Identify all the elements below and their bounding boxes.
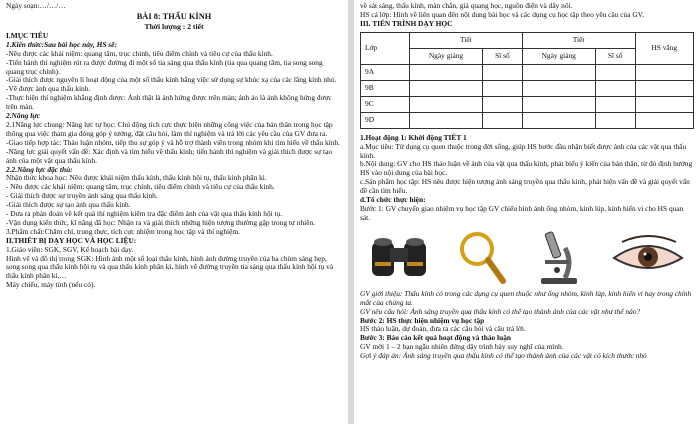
text-line: 1.Hoạt động 1: Khởi động TIẾT 1	[360, 132, 467, 142]
table-cell	[522, 64, 595, 80]
table-header-cell: Sĩ số	[595, 48, 635, 64]
text-line: -Vận dụng kiến thức, kĩ năng đã học: Nhận ra và giải thích những hiện tượng thường gặp trong tự nhiên.	[6, 217, 316, 227]
table-header-cell: Sĩ số	[482, 48, 522, 64]
binoculars-icon	[368, 232, 430, 282]
microscope-icon	[535, 228, 583, 286]
text-line: -Vẽ được ảnh qua thấu kính.	[6, 84, 91, 94]
table-cell	[522, 112, 595, 128]
magnifier-icon	[457, 229, 507, 285]
right-column	[360, 2, 694, 361]
table-cell	[410, 80, 483, 96]
text-line: -Thực hiện thí nghiệm khẳng định được: Ảnh thật là ảnh hứng được trên màn; ảnh ảo là ảnh không hứng được trên màn.	[6, 93, 332, 112]
table-row	[361, 96, 694, 112]
text-line: Bước 1: GV chuyển giao nhiệm vụ học tập GV chiếu hình ảnh ống nhòm, kính lúp, kính hiển vi cho HS quan sát.	[360, 203, 684, 222]
text-line: GV mời 1 – 2 bạn ngẫu nhiên đứng dậy trình bày suy nghĩ của mình.	[360, 342, 564, 352]
table-header-cell: Ngày giảng	[522, 48, 595, 64]
text-line: -Giao tiếp hợp tác: Thảo luận nhóm, tiếp thu sự góp ý và hỗ trợ thành viên trong nhóm khi tìm hiểu về thấu kính.	[6, 137, 340, 147]
eye-icon	[610, 232, 686, 282]
text-line: 3.Phẩm chất:Chăm chỉ, trung thực, tích cực nhiệm trong học tập và thí nghiệm.	[6, 226, 240, 236]
text-line: -Giải thích được nguyên lí hoạt động của một số thấu kính bằng việc sử dụng sự khúc xạ của các lăng kính nhỏ.	[6, 75, 337, 85]
table-header-cell: Ngày giảng	[410, 48, 483, 64]
table-cell	[410, 96, 483, 112]
right-top-text	[360, 2, 694, 29]
text-line: a.Mục tiêu: Từ dụng cụ quen thuộc trong đời sống, giúp HS bước đầu nhận biết được ảnh của các vật qua thấu kính.	[360, 141, 687, 160]
text-line: - Giải thích được sự truyền ánh sáng qua thấu kính.	[6, 191, 158, 201]
text-line: d.Tổ chức thực hiện:	[360, 195, 426, 205]
text-line: 2.1Năng lực chung: Năng lực tự học: Chủ động tích cực thực hiện những công việc của bản thân trong học tập thông qua việc tham gia đóng góp ý tưởng, đặt câu hỏi, làm thí nghiệm và trả lời các yêu cầu của GV đưa ra.	[6, 119, 333, 138]
text-line: HS thảo luận, dự đoán, đưa ra các câu hỏi và câu trả lời.	[360, 324, 526, 334]
right-page	[354, 0, 700, 424]
table-cell	[522, 96, 595, 112]
text-line: Bước 2: HS thực hiện nhiệm vụ học tập	[360, 315, 485, 325]
table-header-cell: Tiết	[410, 32, 523, 48]
text-line: -Giải thích được sự tạo ảnh qua thấu kính.	[6, 200, 131, 210]
left-body	[6, 32, 342, 290]
right-body	[360, 134, 694, 223]
table-cell: 9A	[361, 64, 410, 80]
text-line: 1.Giáo viên: SGK, SGV, Kế hoạch bài dạy.	[6, 244, 134, 254]
text-line: 1.Kiến thức:Sau bài học này, HS sẽ:	[6, 39, 117, 49]
table-cell	[522, 80, 595, 96]
table-cell	[482, 80, 522, 96]
table-cell	[635, 80, 694, 96]
text-line: Hình vẽ và đồ thị trong SGK: Hình ảnh một số loại thấu kính, hình ảnh đường truyền của ba chùm sáng hẹp, song song qua thấu kính hội tụ và qua thấu kính phân kì, hình vẽ đường truyền tia sáng qua thấu kính hội tụ và thấu kính phân kì,…	[6, 253, 334, 281]
table-cell: 9B	[361, 80, 410, 96]
text-line: GV nêu câu hỏi: Ảnh sáng truyền qua thấu kính có thể tạo thành ảnh của các vật như thế nào?	[360, 306, 641, 316]
text-line: 2.2.Năng lực đặc thù:	[6, 164, 73, 174]
table-cell	[410, 64, 483, 80]
table-cell	[482, 64, 522, 80]
attendance-table	[360, 32, 694, 129]
left-column	[6, 2, 342, 290]
table-cell	[635, 64, 694, 80]
text-line: Gợi ý đáp án: Ảnh sáng truyền qua thấu kính có thể tạo thành ảnh của các vật có kích thước nhỏ	[360, 351, 647, 361]
text-line: Máy chiếu, máy tính (nếu có).	[6, 280, 96, 290]
text-line: II.THIẾT BỊ DẠY HỌC VÀ HỌC LIỆU:	[6, 235, 137, 245]
table-row	[361, 112, 694, 128]
text-line: -Nêu được các khái niệm: quang tâm, trục chính, tiêu điểm chính và tiêu cự của thấu kính.	[6, 48, 273, 58]
table-cell	[595, 112, 635, 128]
table-cell	[595, 80, 635, 96]
text-line: Nhận thức khoa học: Nêu được khái niệm thấu kính, thấu kính hội tụ, thấu kính phân kì.	[6, 173, 267, 183]
text-line: 2.Năng lực	[6, 111, 40, 121]
table-cell	[482, 112, 522, 128]
text-line: - Đưa ra phán đoán về kết quả thí nghiệm kiểm tra đặc điểm ảnh của vật qua thấu kính hội tụ.	[6, 209, 283, 219]
text-line: -Năng lực giải quyết vấn đề: Xác định và tìm hiểu về thấu kính; tiến hành thí nghiệm và giải thích được sự tạo ảnh của một vật qua thấu kính.	[6, 146, 333, 165]
text-line: về sát sáng, thấu kính, màn chắn, giá quang học, nguồn điện và dây nối.	[360, 1, 573, 10]
table-header-cell: Lớp	[361, 32, 410, 64]
text-line: -Tiến hành thí nghiệm rút ra được đường đi một số tia sáng qua thấu kính (tia qua quang tâm, tia song song quang trục chính).	[6, 57, 323, 76]
table-cell	[410, 112, 483, 128]
table-cell	[635, 96, 694, 112]
lesson-title: BÀI 8: THẤU KÍNH	[136, 11, 212, 21]
text-line: GV giới thiệu: Thấu kính có trong các dụng cụ quen thuộc như ống nhòm, kính lúp, kính hiển vi hay trong chính mắt của chúng ta.	[360, 288, 692, 307]
table-cell: 9D	[361, 112, 410, 128]
table-row	[361, 64, 694, 80]
lesson-duration: Thời lượng : 2 tiết	[144, 21, 204, 31]
table-cell	[635, 112, 694, 128]
table-cell	[482, 96, 522, 112]
right-bottom-text	[360, 290, 694, 361]
table-header-cell: Tiết	[522, 32, 635, 48]
text-line: b.Nội dung: GV cho HS thảo luận về ảnh của vật qua thấu kính, phát biểu ý kiến của bản thân, từ đó định hướng HS vào nội dung của bài học.	[360, 159, 693, 178]
text-line: III. TIẾN TRÌNH DẠY HỌC	[360, 18, 453, 28]
text-line: HS cả lớp: Hình về liên quan đến nội dung bài học và các dụng cụ học tập theo yêu cầu của GV.	[360, 9, 644, 19]
table-cell	[595, 96, 635, 112]
text-line: I.MỤC TIÊU	[6, 30, 49, 40]
text-line: - Nêu được các khái niệm: quang tâm, trục chính, tiêu điểm chính và tiêu cự của thấu kính.	[6, 182, 275, 192]
illustration-row	[360, 227, 694, 287]
table-header-cell: HS vắng	[635, 32, 694, 64]
table-cell: 9C	[361, 96, 410, 112]
table-header-row	[361, 32, 694, 48]
left-page	[0, 0, 348, 424]
text-line: c.Sản phẩm học tập: HS nêu được hiện tượng ảnh sáng truyền qua thấu kính, phát hiện vấn đề và giải quyết vấn đề cần tìm hiểu.	[360, 177, 690, 196]
text-line: Bước 3: Báo cáo kết quả hoạt động và thảo luận	[360, 333, 512, 343]
table-row	[361, 80, 694, 96]
table-cell	[595, 64, 635, 80]
date-line: Ngày soạn:…/…/…	[6, 1, 66, 10]
